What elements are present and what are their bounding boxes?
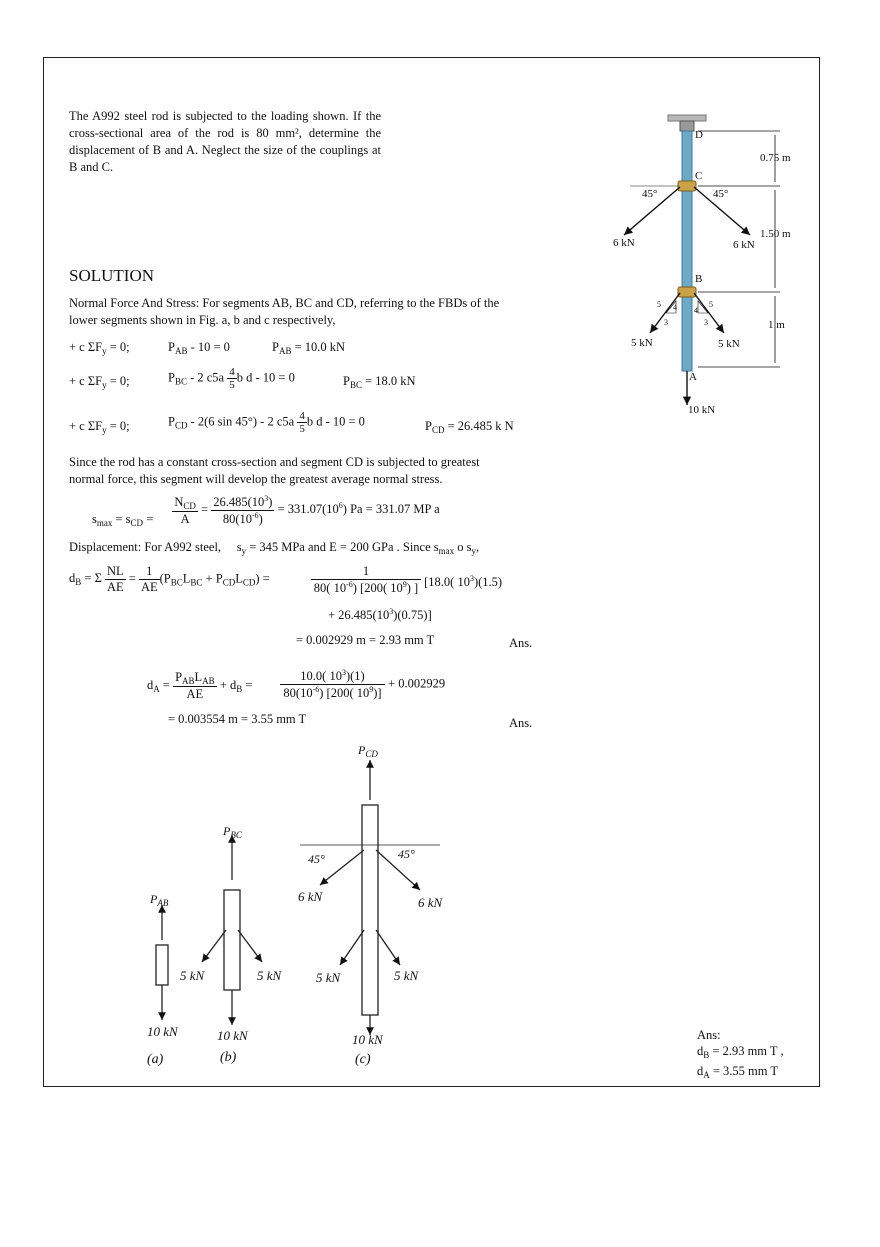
dB-result: = 0.002929 m = 2.93 mm T <box>296 633 435 647</box>
answer-label-1: Ans. <box>509 636 533 650</box>
equation-3: + c $\Sigma F_y = 0$; <box>69 419 130 435</box>
angle-left: 45° <box>642 188 658 200</box>
solution-title: SOLUTION <box>69 266 154 285</box>
fbd-c-5kN-right: 5 kN <box>394 968 419 983</box>
final-answer-box <box>697 1027 784 1083</box>
stress-equation: $s_{max} = s_{CD}$ = $\frac{N_{CD}}{A}$ = $\frac{26.485(10^3)}{80(10^{-6})}$ = $331.07(10^6) Pa = 331.07$ MP a <box>92 494 440 529</box>
coupling-C <box>678 181 696 191</box>
fbd-b-10kN: 10 kN <box>217 1028 248 1043</box>
coupling-B <box>678 287 696 297</box>
tri-4-right: 4 <box>694 306 698 315</box>
dB-fraction: $\frac{1}{80( 10^{-6}) [200( 10^9) ]}$ [18.0( $10^3)(1.5)$ <box>311 564 502 596</box>
equation-2-result: $P_{BC} = 18.0$ kN <box>343 374 416 390</box>
equation-1-body: $P_{AB} - 10 = 0$ <box>168 340 230 356</box>
fbd-label-PAB: $P_{AB}$ <box>150 892 169 908</box>
final-answer-dB: $d_B = 2.93$ mm T , <box>697 1044 784 1060</box>
label-C: C <box>695 170 703 182</box>
fbd-label-b: (b) <box>220 1050 237 1065</box>
cross-section-text: Since the rod has a constant cross-section and segment CD is subjected to greatest normal force, this segment will develop the greatest average normal stress. <box>69 455 480 486</box>
label-B: B <box>695 273 703 285</box>
dB-line2: + $26.485(10^3)(0.75)$] <box>328 607 432 622</box>
fbd-c-6kN-right: 6 kN <box>418 895 443 910</box>
tri-5-right: 5 <box>709 300 713 309</box>
tri-4-left: 4 <box>673 303 677 312</box>
label-6kN-left: 6 kN <box>613 237 635 249</box>
fbd-label-c: (c) <box>355 1052 371 1067</box>
label-10kN: 10 kN <box>688 404 716 416</box>
equation-3-result: $P_{CD} = 26.485$ k N <box>425 419 514 435</box>
equation-2-body: $P_{BC} - 2$ c5a $\frac{4}{5}$ b d - 10 = 0 <box>168 366 295 391</box>
steel-rod <box>682 131 692 371</box>
fbd-c-angle-right: 45° <box>398 847 415 861</box>
equation-1-result: $P_{AB} = 10.0$ kN <box>272 340 346 356</box>
label-D: D <box>695 129 703 141</box>
problem-statement: The A992 steel rod is subjected to the loading shown. If the cross-sectional area of the rod is 80 mm², determine the displacement of B and A. Neglect the size of the couplings at B and C. <box>69 109 381 174</box>
dim-075m: 0.75 m <box>760 152 791 164</box>
fbd-c-10kN: 10 kN <box>352 1032 383 1047</box>
equation-2: + c $\Sigma F_y = 0$; <box>69 374 130 390</box>
fbd-c-5kN-left: 5 kN <box>316 970 341 985</box>
normal-force-intro: Normal Force And Stress: For segments AB, BC and CD, referring to the FBDs of the lower segments shown in Fig. a, b and c respectively, <box>69 296 500 327</box>
dA-equation: $d_A$ = $\frac{P_{AB}L_{AB}}{AE}$ + $d_B$ = <box>147 670 253 701</box>
equation-3-body: $P_{CD} - 2(6$ sin 45°) - 2 c5a $\frac{4}{5}$ b d - 10 = 0 <box>168 410 365 435</box>
tri-3-left: 3 <box>664 318 668 327</box>
dA-fraction: $\frac{10.0( 10^3)(1)}{80(10^{-6}) [200( 10^9)]}$ + 0.002929 <box>280 668 445 701</box>
displacement-intro: Displacement: For A992 steel, $s_y = 345$ MPa and E = 200 GPa . Since $s_{max}$ o $s_y$, <box>69 540 480 556</box>
dA-result: = 0.003554 m = 3.55 mm T <box>168 712 307 726</box>
fbd-label-PCD: $P_{CD}$ <box>358 743 378 759</box>
final-answer-label: Ans: <box>697 1028 721 1042</box>
label-A: A <box>689 371 697 383</box>
dB-equation: $d_B = \Sigma$ $\frac{NL}{AE}$ = $\frac{1}{AE}$ $(P_{BC}L_{BC} + P_{CD}L_{CD})$ = <box>69 564 270 594</box>
dim-150m: 1.50 m <box>760 228 791 240</box>
answer-label-2: Ans. <box>509 716 533 730</box>
label-5kN-left: 5 kN <box>631 337 653 349</box>
fbd-b-5kN-left: 5 kN <box>180 968 205 983</box>
ceiling-support <box>668 115 706 121</box>
free-body-diagrams <box>140 740 460 1080</box>
fbd-label-PBC: $P_{BC}$ <box>223 824 242 840</box>
label-5kN-right: 5 kN <box>718 338 740 350</box>
final-answer-dA: $d_A = 3.55$ mm T <box>697 1064 779 1080</box>
dim-1m: 1 m <box>768 319 785 331</box>
fbd-label-a: (a) <box>147 1052 164 1067</box>
label-6kN-right: 6 kN <box>733 239 755 251</box>
tri-5-left: 5 <box>657 300 661 309</box>
equation-1: + c $\Sigma F_y = 0$; <box>69 340 130 356</box>
fbd-c-angle-left: 45° <box>308 852 325 866</box>
fbd-b-5kN-right: 5 kN <box>257 968 282 983</box>
fbd-c-6kN-left: 6 kN <box>298 889 323 904</box>
fbd-a-10kN: 10 kN <box>147 1024 178 1039</box>
angle-right: 45° <box>713 188 729 200</box>
support-clevis <box>680 121 694 131</box>
tri-3-right: 3 <box>704 318 708 327</box>
